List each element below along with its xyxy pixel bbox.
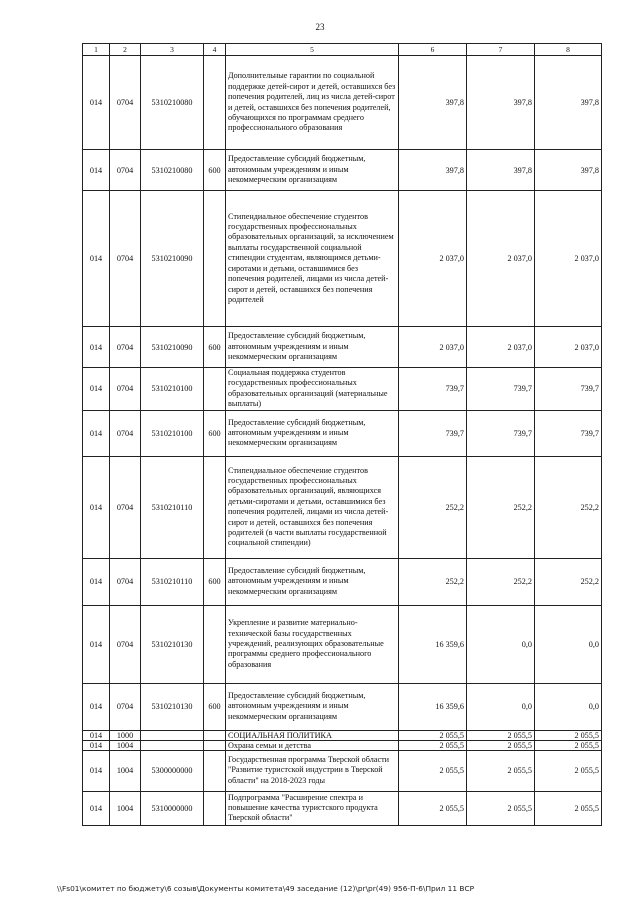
ministry-code-cell: 014 — [83, 683, 110, 730]
description-cell: Подпрограмма "Расширение спектра и повышение качества туристского продукта Тверской области" — [226, 791, 399, 825]
expense-type-cell — [204, 750, 226, 791]
amount-year1-cell: 2 055,5 — [399, 730, 467, 740]
amount-year2-cell: 0,0 — [467, 683, 535, 730]
expense-type-cell — [204, 191, 226, 327]
ministry-code-cell: 014 — [83, 740, 110, 750]
target-code-cell: 5310210110 — [141, 558, 204, 605]
table-row — [83, 456, 602, 558]
ministry-code-cell: 014 — [83, 56, 110, 150]
amount-year1-cell: 2 055,5 — [399, 740, 467, 750]
page-number: 23 — [315, 22, 325, 32]
amount-year3-cell: 2 037,0 — [535, 327, 602, 368]
description-cell: Предоставление субсидий бюджетным, автономным учреждениям и иным некоммерческим организациям — [226, 683, 399, 730]
expense-type-cell: 600 — [204, 327, 226, 368]
amount-year1-cell: 16 359,6 — [399, 683, 467, 730]
amount-year2-cell: 2 037,0 — [467, 327, 535, 368]
amount-year1-cell: 252,2 — [399, 456, 467, 558]
amount-year3-cell: 739,7 — [535, 368, 602, 411]
target-code-cell: 5300000000 — [141, 750, 204, 791]
description-cell: Социальная поддержка студентов государственных профессиональных образовательных организаций (материальные выплаты) — [226, 368, 399, 411]
amount-year3-cell: 0,0 — [535, 683, 602, 730]
table-row — [83, 368, 602, 411]
amount-year2-cell: 2 055,5 — [467, 791, 535, 825]
ministry-code-cell: 014 — [83, 750, 110, 791]
description-cell: СОЦИАЛЬНАЯ ПОЛИТИКА — [226, 730, 399, 740]
section-code-cell: 0704 — [110, 410, 141, 456]
amount-year2-cell: 252,2 — [467, 558, 535, 605]
amount-year3-cell: 397,8 — [535, 150, 602, 191]
amount-year3-cell: 252,2 — [535, 456, 602, 558]
target-code-cell — [141, 730, 204, 740]
amount-year1-cell: 2 055,5 — [399, 791, 467, 825]
amount-year3-cell: 2 055,5 — [535, 791, 602, 825]
expense-type-cell — [204, 730, 226, 740]
ministry-code-cell: 014 — [83, 605, 110, 683]
header-cell: 4 — [204, 44, 226, 56]
target-code-cell: 5310210100 — [141, 368, 204, 411]
target-code-cell — [141, 740, 204, 750]
header-cell: 7 — [467, 44, 535, 56]
table-row — [83, 150, 602, 191]
amount-year1-cell: 397,8 — [399, 56, 467, 150]
section-code-cell: 0704 — [110, 683, 141, 730]
budget-table — [82, 43, 602, 826]
amount-year2-cell: 0,0 — [467, 605, 535, 683]
header-cell: 6 — [399, 44, 467, 56]
description-cell: Предоставление субсидий бюджетным, автономным учреждениям и иным некоммерческим организациям — [226, 410, 399, 456]
expense-type-cell: 600 — [204, 558, 226, 605]
amount-year1-cell: 2 055,5 — [399, 750, 467, 791]
ministry-code-cell: 014 — [83, 368, 110, 411]
table-row — [83, 327, 602, 368]
description-cell: Государственная программа Тверской области "Развитие туристской индустрии в Тверской области" на 2018-2023 годы — [226, 750, 399, 791]
amount-year2-cell: 2 037,0 — [467, 191, 535, 327]
target-code-cell: 5310210080 — [141, 56, 204, 150]
section-code-cell: 0704 — [110, 150, 141, 191]
expense-type-cell: 600 — [204, 410, 226, 456]
table-row — [83, 683, 602, 730]
amount-year1-cell: 2 037,0 — [399, 191, 467, 327]
header-cell: 2 — [110, 44, 141, 56]
ministry-code-cell: 014 — [83, 150, 110, 191]
expense-type-cell — [204, 456, 226, 558]
footer-file-path: \\Fs01\комитет по бюджету\6 созыв\Документы комитета\49 заседание (12)\pr\pr(49) 956-П-6\Прил 11 ВСР — [57, 884, 475, 893]
section-code-cell: 1000 — [110, 730, 141, 740]
amount-year2-cell: 2 055,5 — [467, 750, 535, 791]
table-row — [83, 750, 602, 791]
amount-year2-cell: 739,7 — [467, 410, 535, 456]
target-code-cell: 5310000000 — [141, 791, 204, 825]
amount-year1-cell: 397,8 — [399, 150, 467, 191]
section-code-cell: 0704 — [110, 558, 141, 605]
section-code-cell: 0704 — [110, 605, 141, 683]
table-row — [83, 740, 602, 750]
amount-year3-cell: 2 055,5 — [535, 750, 602, 791]
table-row — [83, 730, 602, 740]
amount-year2-cell: 2 055,5 — [467, 730, 535, 740]
description-cell: Предоставление субсидий бюджетным, автономным учреждениям и иным некоммерческим организациям — [226, 150, 399, 191]
expense-type-cell — [204, 791, 226, 825]
table-row — [83, 791, 602, 825]
target-code-cell: 5310210090 — [141, 191, 204, 327]
expense-type-cell: 600 — [204, 683, 226, 730]
ministry-code-cell: 014 — [83, 410, 110, 456]
description-cell: Стипендиальное обеспечение студентов государственных профессиональных образовательных организаций, за исключением выплаты государственной социальной стипендии студентам, являющимся детьми-сиротами и детьми, оставшимися без попечения родителей, лицами из числа детей-сирот и детей, оставшихся без попечения родителей — [226, 191, 399, 327]
target-code-cell: 5310210130 — [141, 605, 204, 683]
amount-year2-cell: 252,2 — [467, 456, 535, 558]
table-body — [83, 56, 602, 826]
header-cell: 8 — [535, 44, 602, 56]
target-code-cell: 5310210110 — [141, 456, 204, 558]
ministry-code-cell: 014 — [83, 730, 110, 740]
section-code-cell: 0704 — [110, 368, 141, 411]
amount-year1-cell: 2 037,0 — [399, 327, 467, 368]
amount-year1-cell: 16 359,6 — [399, 605, 467, 683]
description-cell: Стипендиальное обеспечение студентов государственных профессиональных образовательных организаций, являющихся детьми-сиротами и детьми, оставшимися без попечения родителей, лицами из числа детей-сирот и детей, оставшихся без попечения родителей (в части выплаты государственной социальной стипендии) — [226, 456, 399, 558]
amount-year1-cell: 739,7 — [399, 410, 467, 456]
description-cell: Охрана семьи и детства — [226, 740, 399, 750]
amount-year1-cell: 739,7 — [399, 368, 467, 411]
amount-year2-cell: 397,8 — [467, 56, 535, 150]
table-row — [83, 56, 602, 150]
section-code-cell: 0704 — [110, 327, 141, 368]
amount-year3-cell: 0,0 — [535, 605, 602, 683]
amount-year3-cell: 2 055,5 — [535, 730, 602, 740]
header-cell: 5 — [226, 44, 399, 56]
ministry-code-cell: 014 — [83, 791, 110, 825]
ministry-code-cell: 014 — [83, 191, 110, 327]
expense-type-cell — [204, 740, 226, 750]
expense-type-cell — [204, 56, 226, 150]
section-code-cell: 1004 — [110, 750, 141, 791]
amount-year2-cell: 2 055,5 — [467, 740, 535, 750]
table-row — [83, 410, 602, 456]
target-code-cell: 5310210100 — [141, 410, 204, 456]
ministry-code-cell: 014 — [83, 327, 110, 368]
header-cell: 3 — [141, 44, 204, 56]
section-code-cell: 1004 — [110, 791, 141, 825]
description-cell: Предоставление субсидий бюджетным, автономным учреждениям и иным некоммерческим организациям — [226, 558, 399, 605]
section-code-cell: 0704 — [110, 456, 141, 558]
amount-year2-cell: 397,8 — [467, 150, 535, 191]
target-code-cell: 5310210090 — [141, 327, 204, 368]
section-code-cell: 1004 — [110, 740, 141, 750]
table-row — [83, 605, 602, 683]
target-code-cell: 5310210130 — [141, 683, 204, 730]
header-cell: 1 — [83, 44, 110, 56]
expense-type-cell — [204, 605, 226, 683]
description-cell: Дополнительные гарантии по социальной поддержке детей-сирот и детей, оставшихся без попечения родителей, лиц из числа детей-сирот и детей, оставшихся без попечения родителей, обучающихся по программам среднего профессионального образования — [226, 56, 399, 150]
expense-type-cell — [204, 368, 226, 411]
amount-year3-cell: 2 055,5 — [535, 740, 602, 750]
amount-year3-cell: 397,8 — [535, 56, 602, 150]
section-code-cell: 0704 — [110, 191, 141, 327]
table-row — [83, 558, 602, 605]
amount-year1-cell: 252,2 — [399, 558, 467, 605]
amount-year3-cell: 739,7 — [535, 410, 602, 456]
description-cell: Предоставление субсидий бюджетным, автономным учреждениям и иным некоммерческим организациям — [226, 327, 399, 368]
target-code-cell: 5310210080 — [141, 150, 204, 191]
table-row — [83, 191, 602, 327]
description-cell: Укрепление и развитие материально-технической базы государственных учреждений, реализующих образовательные программы среднего профессионального образования — [226, 605, 399, 683]
section-code-cell: 0704 — [110, 56, 141, 150]
amount-year3-cell: 252,2 — [535, 558, 602, 605]
ministry-code-cell: 014 — [83, 558, 110, 605]
amount-year3-cell: 2 037,0 — [535, 191, 602, 327]
expense-type-cell: 600 — [204, 150, 226, 191]
table-header-row — [83, 44, 602, 56]
amount-year2-cell: 739,7 — [467, 368, 535, 411]
ministry-code-cell: 014 — [83, 456, 110, 558]
